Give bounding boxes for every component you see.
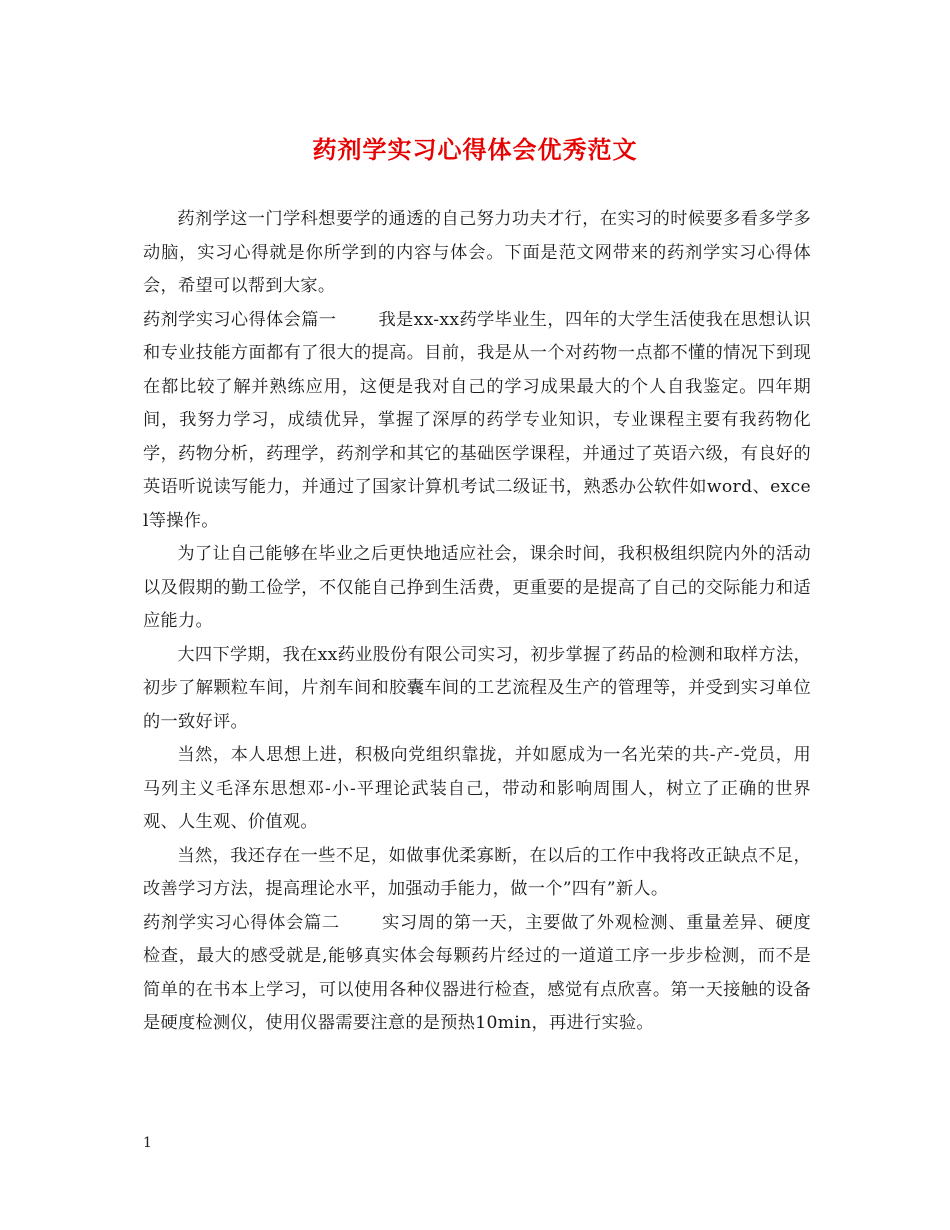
document-title: 药剂学实习心得体会优秀范文 bbox=[312, 135, 638, 164]
section-1-paragraph-1: 我是xx-xx药学毕业生，四年的大学生活使我在思想认识和专业技能方面都有了很大的提高。目前，我是从一个对药物一点都不懂的情况下到现在都比较了解并熟练应用，这便是我对自己的学习成果最大的个人自我鉴定。四年期间，我努力学习，成绩优异，掌握了深厚的药学专业知识，专业课程主要有我药物化学，药物分析，药理学，药剂学和其它的基础医学课程，并通过了英语六级，有良好的英语听说读写能力，并通过了国家计算机考试二级证书，熟悉办公软件如word、excel等操作。 bbox=[143, 309, 811, 531]
intro-paragraph: 药剂学这一门学科想要学的通透的自己努力功夫才行，在实习的时候要多看多学多动脑，实习心得就是你所学到的内容与体会。下面是范文网带来的药剂学实习心得体会，希望可以帮到大家。 bbox=[143, 209, 811, 296]
section-2-paragraph-1: 实习周的第一天，主要做了外观检测、重量差异、硬度检查，最大的感受就是,能够真实体会每颗药片经过的一道道工序一步步检测，而不是简单的在书本上学习，可以使用各种仪器进行检查，感觉有点欣喜。第一天接触的设备是硬度检测仪，使用仪器需要注意的是预热10min，再进行实验。 bbox=[143, 912, 811, 1033]
section-1-paragraph-2: 为了让自己能够在毕业之后更快地适应社会，课余时间，我积极组织院内外的活动以及假期的勤工俭学，不仅能自己挣到生活费，更重要的是提高了自己的交际能力和适应能力。 bbox=[143, 544, 811, 631]
section-1-first-paragraph bbox=[143, 304, 811, 539]
section-2-first-paragraph bbox=[143, 907, 811, 1041]
section-1-paragraph-4: 当然，本人思想上进，积极向党组织靠拢，并如愿成为一名光荣的共-产-党员，用马列主义毛泽东思想邓-小-平理论武装自己，带动和影响周围人，树立了正确的世界观、人生观、价值观。 bbox=[143, 745, 811, 832]
page-number: 1 bbox=[143, 1135, 152, 1151]
section-1-heading: 药剂学实习心得体会篇一 bbox=[143, 309, 337, 330]
document-body bbox=[143, 203, 811, 1041]
section-2-heading: 药剂学实习心得体会篇二 bbox=[143, 912, 340, 933]
section-1-paragraph-3: 大四下学期，我在xx药业股份有限公司实习，初步掌握了药品的检测和取样方法，初步了解颗粒车间，片剂车间和胶囊车间的工艺流程及生产的管理等，并受到实习单位的一致好评。 bbox=[143, 644, 811, 732]
section-1-paragraph-5: 当然，我还存在一些不足，如做事优柔寡断，在以后的工作中我将改正缺点不足，改善学习方法，提高理论水平，加强动手能力，做一个”四有”新人。 bbox=[143, 845, 811, 899]
